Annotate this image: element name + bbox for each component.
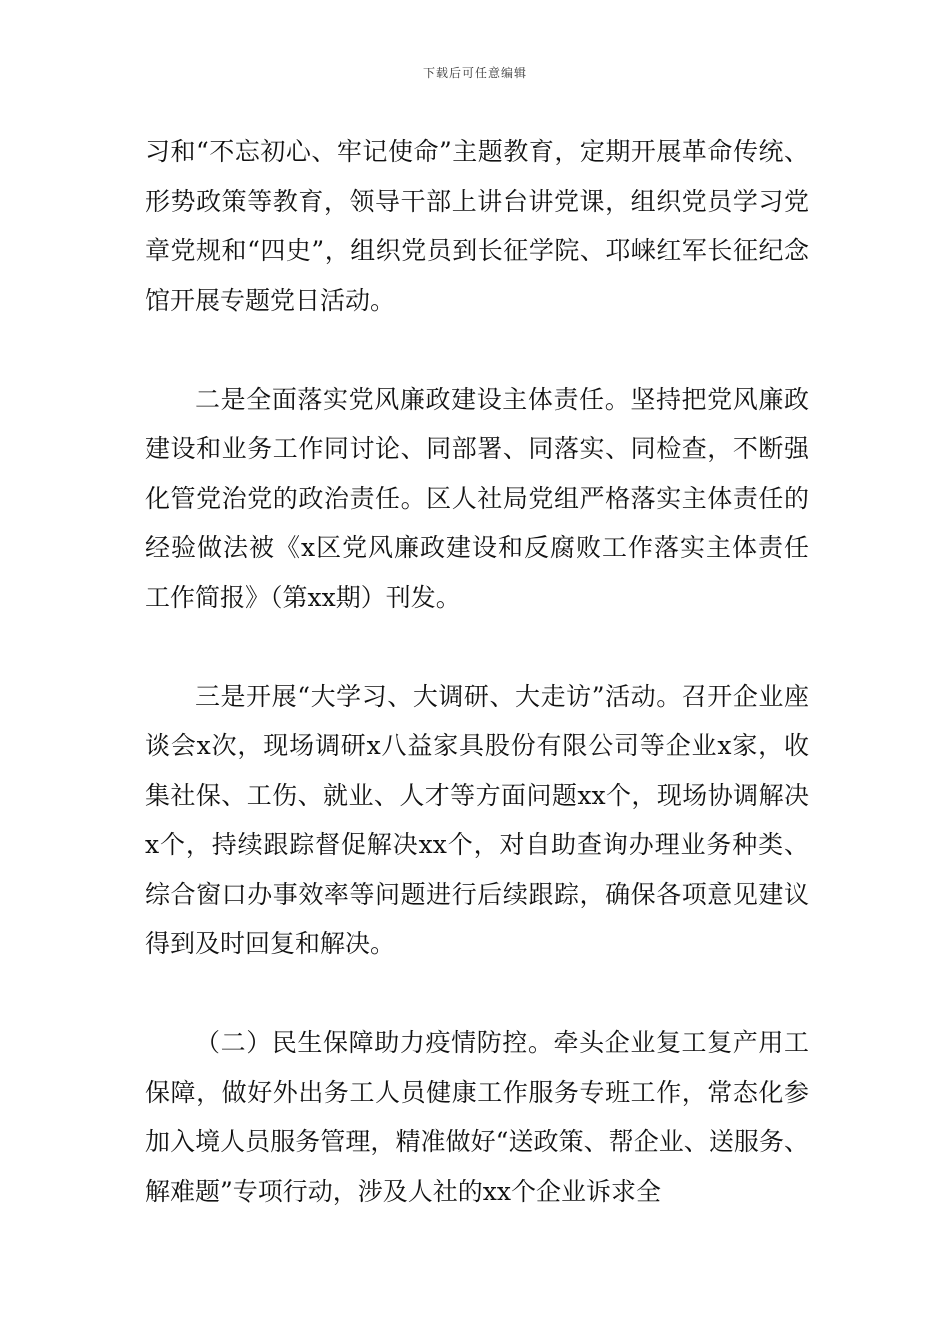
paragraph-spacer: [145, 969, 809, 1019]
paragraph-livelihood-epidemic: （二）民生保障助力疫情防控。牵头企业复工复产用工保障，做好外出务工人员健康工作服务专班工作，常态化参加入境人员服务管理，精准做好“送政策、帮企业、送服务、解难题”专项行动，涉及人社的xx个企业诉求全: [145, 1028, 809, 1206]
paragraph-study-research-visit: 三是开展“大学习、大调研、大走访”活动。召开企业座谈会x次，现场调研x八益家具股份有限公司等企业x家，收集社保、工伤、就业、人才等方面问题xx个，现场协调解决x个，持续跟踪督促解决xx个，对自助查询办理业务种类、综合窗口办事效率等问题进行后续跟踪，确保各项意见建议得到及时回复和解决。: [145, 681, 809, 958]
paragraph-spacer: [145, 325, 809, 375]
paragraph-party-responsibility: 二是全面落实党风廉政建设主体责任。坚持把党风廉政建设和业务工作同讨论、同部署、同落实、同检查，不断强化管党治党的政治责任。区人社局党组严格落实主体责任的经验做法被《x区党风廉政建设和反腐败工作落实主体责任工作简报》（第xx期）刊发。: [145, 384, 809, 612]
paragraph-continued: 习和“不忘初心、牢记使命”主题教育，定期开展革命传统、形势政策等教育，领导干部上讲台讲党课，组织党员学习党章党规和“四史”，组织党员到长征学院、邛崃红军长征纪念馆开展专题党日活动。: [145, 137, 809, 315]
page-header: 下载后可任意编辑: [422, 66, 527, 80]
paragraph-spacer: [145, 622, 809, 672]
document-body: [145, 127, 809, 1216]
